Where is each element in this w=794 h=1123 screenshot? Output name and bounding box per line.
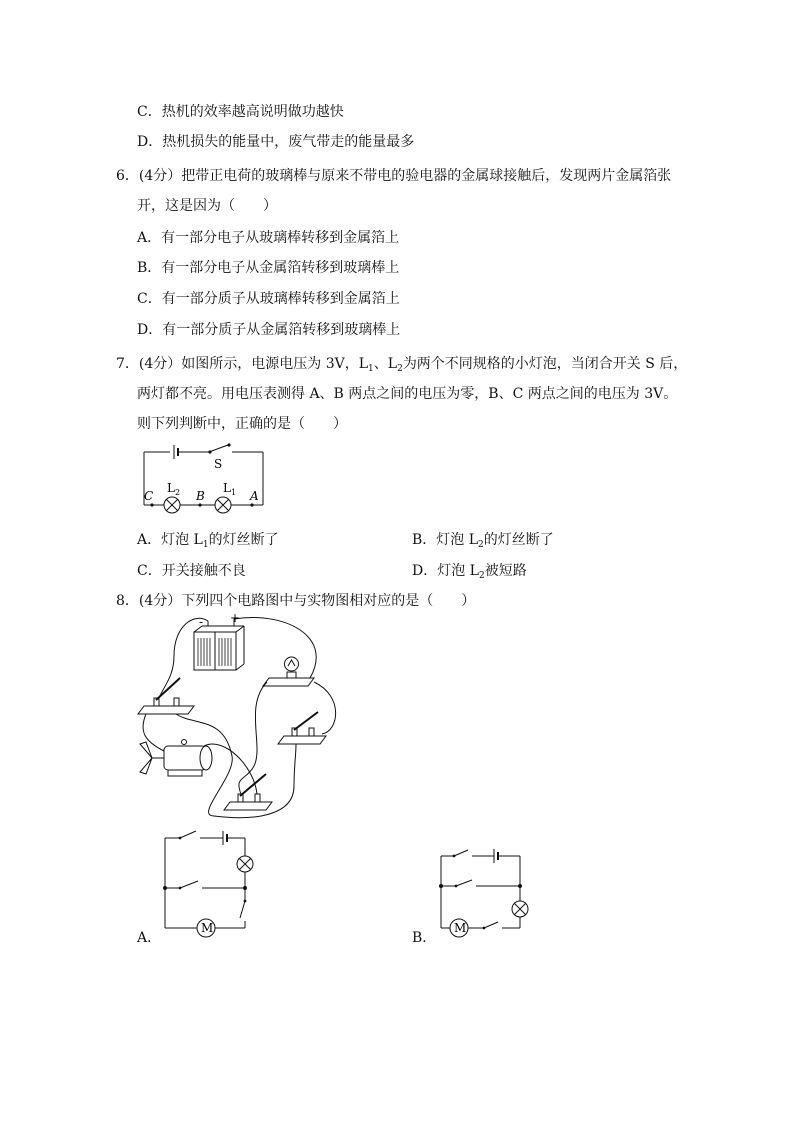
q7-option-a: A．灯泡 $L_1$的灯丝断了 [137,532,279,550]
q7-point-a: A [250,489,259,503]
q8-option-b-label: B． [412,930,437,946]
motor-symbol-b: M [454,921,467,935]
q6-option-b: B．有一部分电子从金属箔转移到玻璃棒上 [137,260,400,276]
q7-option-b: B．灯泡 $L_2$的灯丝断了 [412,532,554,550]
battery-plus-label: + [230,611,241,625]
q7-point-b: B [196,489,205,503]
q6-option-d: D．有一部分质子从金属箔转移到玻璃棒上 [137,322,401,338]
q7-lamp-l1-label: $L_1$ [223,481,237,497]
q7-option-c: C．开关接触不良 [137,563,246,579]
q8-schematic-b [436,846,531,941]
q7-lamp-l2-label: $L_2$ [167,481,181,497]
battery-minus-label: - [199,615,204,629]
option-d-prev: D．热机损失的能量中，废气带走的能量最多 [137,134,415,150]
q6-stem-line1: 6．(4分）把带正电荷的玻璃棒与原来不带电的验电器的金属球接触后，发现两片金属箔张 [116,168,672,184]
q7-stem-line1: 7．(4分）如图所示，电源电压为 3V，$L_1$、$L_2$为两个不同规格的小灯泡，当闭合开关 S 后， [116,356,688,374]
option-c-prev: C．热机的效率越高说明做功越快 [137,104,344,120]
q7-option-d: D．灯泡 $L_2$被短路 [412,563,527,581]
q6-option-a: A．有一部分电子从玻璃棒转移到金属箔上 [137,230,400,246]
q7-point-c: C [144,489,154,503]
q7-stem-line2: 两灯都不亮。用电压表测得 A、B 两点之间的电压为零，B、C 两点之间的电压为 3V。 [137,386,678,402]
q8-schematic-a [160,826,260,941]
q8-physical-circuit [134,611,354,821]
q7-stem-line3: 则下列判断中，正确的是（ ） [137,416,347,432]
q8-option-a-label: A． [137,930,162,946]
q7-switch-label: S [214,457,223,471]
motor-symbol-a: M [201,921,214,935]
q6-stem-line2: 开，这是因为（ ） [137,198,277,214]
q6-option-c: C．有一部分质子从玻璃棒转移到金属箔上 [137,291,400,307]
q7-circuit-diagram [130,440,280,520]
q8-stem: 8．(4分）下列四个电路图中与实物图相对应的是（ ） [116,593,476,609]
